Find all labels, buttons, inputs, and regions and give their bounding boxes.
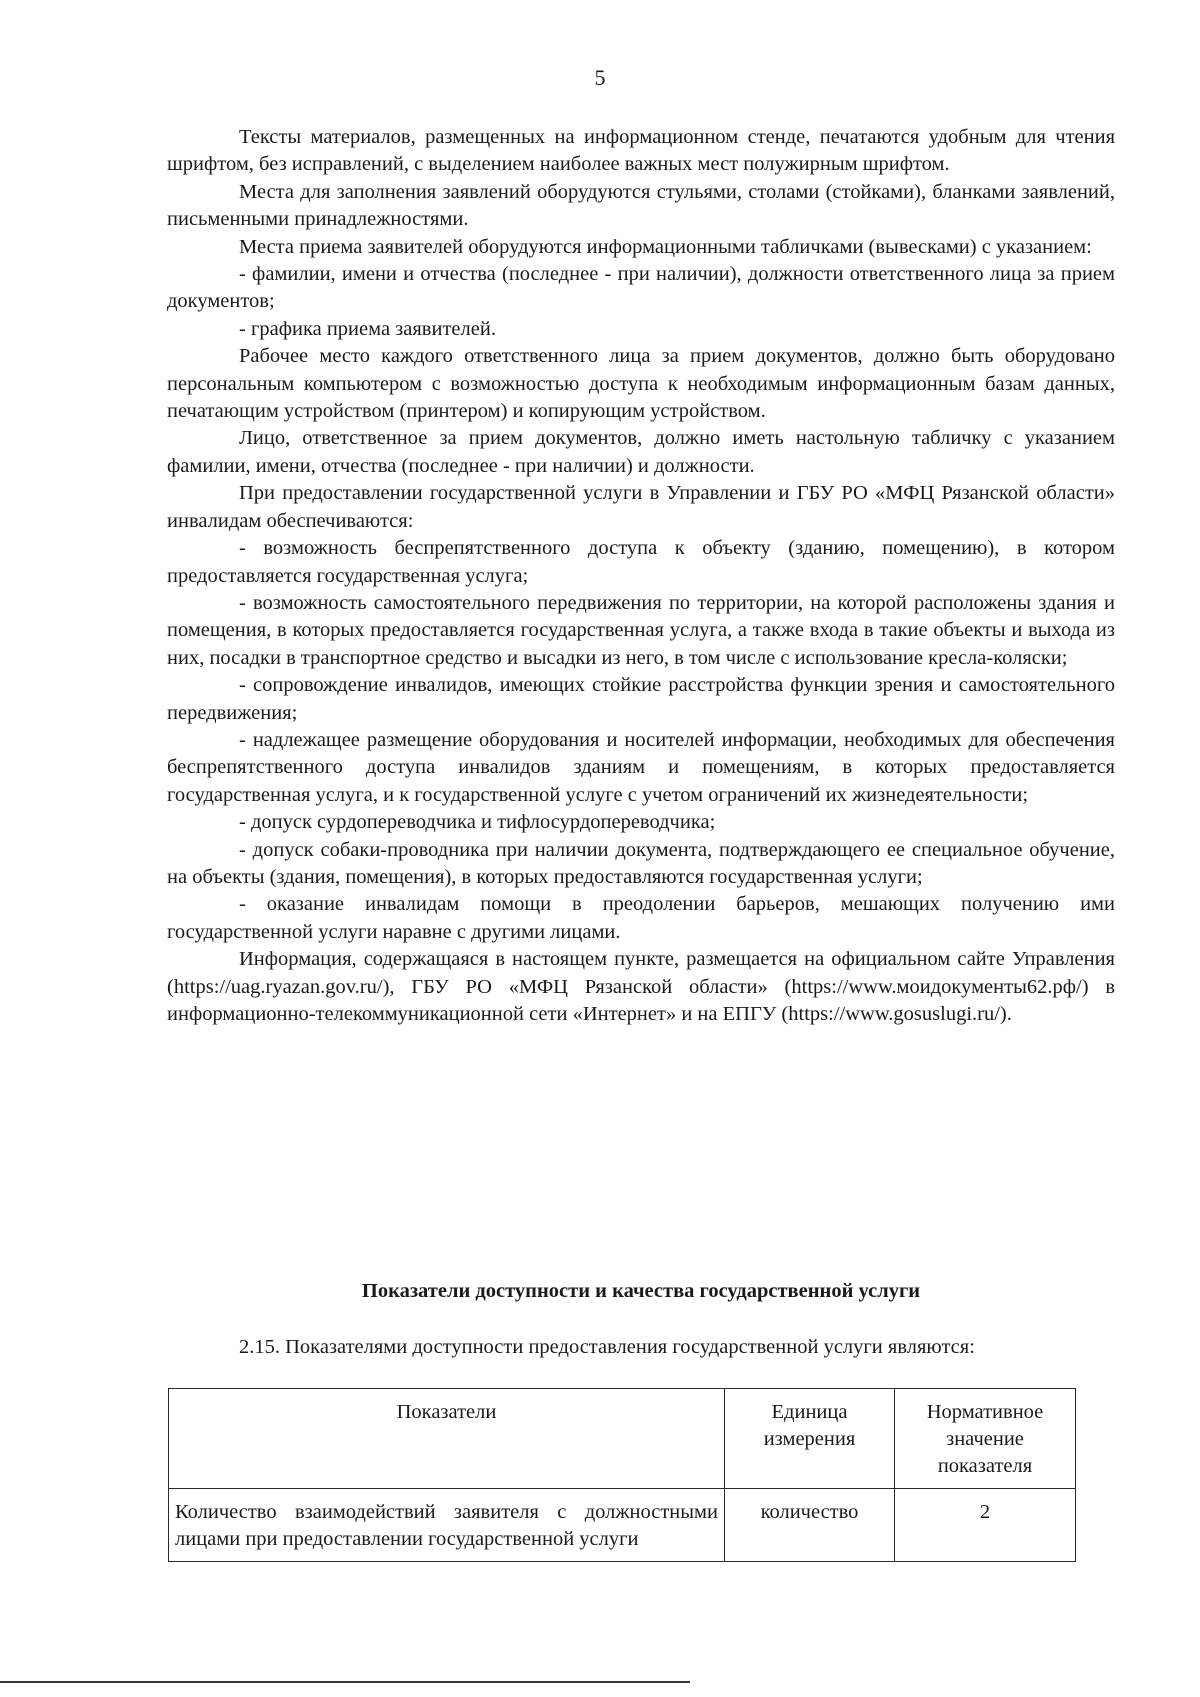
table-row bbox=[169, 1489, 1076, 1562]
paragraph: - надлежащее размещение оборудования и носителей информации, необходимых для обеспечения беспрепятственного доступа инвалидов зданиям и помещениям, в которых предоставляется государственная услуга, и к государственной услуге с учетом ограничений их жизнедеятельности; bbox=[167, 728, 1115, 806]
paragraph: Тексты материалов, размещенных на информационном стенде, печатаются удобным для чтения шрифтом, без исправлений, с выделением наиболее важных мест полужирным шрифтом. bbox=[167, 126, 1115, 176]
bottom-rule bbox=[0, 1681, 690, 1683]
intro-line: 2.15. Показателями доступности предоставления государственной услуги являются: bbox=[239, 1336, 975, 1358]
cell-value: 2 bbox=[895, 1489, 1076, 1562]
cell-indicator: Количество взаимодействий заявителя с должностными лицами при предоставлении государственной услуги bbox=[169, 1489, 725, 1562]
paragraph: При предоставлении государственной услуги в Управлении и ГБУ РО «МФЦ Рязанской области» инвалидам обеспечиваются: bbox=[167, 482, 1115, 532]
paragraph: - фамилии, имени и отчества (последнее - при наличии), должности ответственного лица за прием документов; bbox=[167, 263, 1115, 313]
section-heading: Показатели доступности и качества государственной услуги bbox=[361, 1280, 921, 1302]
page-number: 5 bbox=[594, 65, 606, 90]
table-header-row bbox=[169, 1389, 1076, 1489]
header-unit: Единица измерения bbox=[725, 1389, 895, 1489]
paragraph: - допуск сурдопереводчика и тифлосурдопереводчика; bbox=[239, 811, 716, 834]
paragraph: - графика приема заявителей. bbox=[239, 317, 496, 340]
paragraph: Места для заполнения заявлений оборудуются стульями, столами (стойками), бланками заявлений, письменными принадлежностями. bbox=[167, 180, 1115, 231]
indicators-table bbox=[168, 1388, 1076, 1562]
paragraph: Рабочее место каждого ответственного лица за прием документов, должно быть оборудовано персональным компьютером с возможностью доступа к необходимым информационным базам данных, печатающим устройством (принтером) и копирующим устройством. bbox=[167, 345, 1115, 423]
header-indicators: Показатели bbox=[169, 1389, 725, 1489]
paragraph: Места приема заявителей оборудуются информационными табличками (вывесками) с указанием: bbox=[239, 235, 1092, 258]
header-normative-value: Нормативное значение показателя bbox=[895, 1389, 1076, 1489]
paragraph: - сопровождение инвалидов, имеющих стойкие расстройства функции зрения и самостоятельного передвижения; bbox=[167, 674, 1115, 724]
paragraph: - возможность беспрепятственного доступа к объекту (зданию, помещению), в котором предоставляется государственная услуга; bbox=[167, 537, 1115, 587]
paragraph: Лицо, ответственное за прием документов, должно иметь настольную табличку с указанием фамилии, имени, отчества (последнее - при наличии) и должности. bbox=[167, 427, 1115, 477]
paragraph: - оказание инвалидам помощи в преодолении барьеров, мешающих получению ими государственной услуги наравне с другими лицами. bbox=[167, 893, 1115, 943]
cell-unit: количество bbox=[725, 1489, 895, 1562]
paragraph: - допуск собаки-проводника при наличии документа, подтверждающего ее специальное обучение, на объекты (здания, помещения), в которых предоставляются государственная услуги; bbox=[167, 838, 1115, 888]
paragraph: - возможность самостоятельного передвижения по территории, на которой расположены здания и помещения, в которых предоставляется государственная услуга, а также входа в такие объекты и выхода из них, посадки в транспортное средство и высадки из него, в том числе с использование кресла-коляски; bbox=[167, 591, 1115, 669]
paragraph: Информация, содержащаяся в настоящем пункте, размещается на официальном сайте Управления (https://uag.ryazan.gov.ru/), ГБУ РО «МФЦ Рязанской области» (https://www.моидокументы62.рф/) в информационно-телекоммуникационной сети «Интернет» и на ЕПГУ (https://www.gosuslugi.ru/). bbox=[167, 948, 1115, 1025]
body-text bbox=[167, 124, 1115, 1028]
